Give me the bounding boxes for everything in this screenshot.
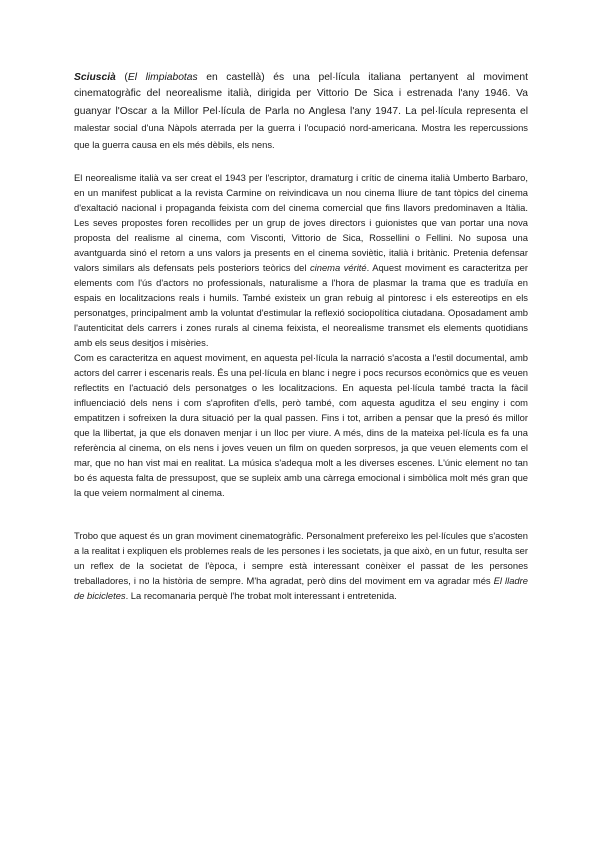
intro-paragraph (74, 70, 528, 154)
cinema-verite-term: cinema vérité (309, 262, 367, 274)
intro-text-3: malestar social d'una Nàpols aterrada per la guerra i l'ocupació nord-americana. Mostra les repercussions que la guerra causa en els més dèbils, els nens. (74, 121, 528, 151)
paragraph-spacer (74, 500, 528, 528)
neorealism-text-2: . Aquest moviment es caracteritza per elements com l'ús d'actors no professionals, naturalisme a l'hora de plasmar la trama que es traduïa en espais en localitzacions reals i humils. També existeix un gran rebuig al pintoresc i els estereotips en els personatges, principalment amb la voluntat d'estimular la reflexió sociopolítica ciutadana. Oposadament amb l'autenticitat dels carrers i zones rurals al cinema feixista, el neorealisme transmet els elements quotidians amb els seus desitjos i misèries. (74, 262, 528, 349)
film-title: Sciuscià (74, 72, 116, 83)
intro-text-1: ( (115, 72, 128, 83)
opinion-text-1: Trobo que aquest és un gran moviment cinematogràfic. Personalment prefereixo les pel·lícules que s'acosten a la realitat i expliquen els problemes reals de les persones i les societats, ja que això, en un futur, resulta ser un reflex de la societat de l'època, i sempre està interessant conèixer el passat de les persones treballadores, i no la història de sempre. M'ha agradat, però dins del moviment em va agradar més (74, 530, 528, 587)
neorealism-paragraph (74, 170, 528, 350)
neorealism-text-1: El neorealisme italià va ser creat el 1943 per l'escriptor, dramaturg i crític de cinema italià Umberto Barbaro, en un manifest publicat a la revista Carmine on reivindicava un nou cinema lliure de tant tòpics del cinema d'exaltació nacional i propaganda feixista com del cinema comercial que fins llavors predominaven a Itàlia. Les seves propostes foren recollides per un grup de joves directors i guionistes que van portar una nova proposta del realisme al cinema, com Visconti, Vittorio de Sica, Rossellini o Fellini. No suposa una avantguarda sinó el retorn a uns valors ja presents en el cinema soviètic, italià i britànic. Pretenia defensar valors similars als defensats pels posteriors teòrics del (74, 172, 528, 274)
opinion-text-2: . La recomanaria perquè l'he trobat molt interessant i entretenida. (125, 590, 397, 602)
bicycle-thieves-title: El lladre de bicicletes (74, 575, 528, 602)
paragraph-spacer (74, 154, 528, 170)
intro-text-2: en castellà) és una pel·lícula italiana pertanyent al moviment cinematogràfic del neorealisme italià, dirigida per Vittorio De Sica i estrenada l'any 1946. Va guanyar l'Oscar a la Millor Pel·lícula de Parla no Anglesa l'any 1947. La pel·lícula representa el (74, 72, 528, 117)
film-title-spanish: El limpiabotas (127, 72, 198, 83)
opinion-paragraph (74, 528, 528, 603)
film-analysis-paragraph: Com es caracteritza en aquest moviment, en aquesta pel·lícula la narració s'acosta a l'estil documental, amb actors del carrer i escenaris reals. És una pel·lícula en blanc i negre i pocs recursos econòmics que es veuen reflectits en l'actuació dels personatges o les localitzacions. En aquesta pel·lícula també tracta la fàcil influenciació dels nens i com s'aprofiten d'ells, però també, com aquesta aguditza el seu enginy i com empatitzen i sofreixen la dura situació per la qual passen. Fins i tot, arriben a pensar que la presó és millor que la llibertat, ja que els donaven menjar i un lloc per viure. A més, dins de la mateixa pel·lícula es fa una referència al cinema, on els nens i joves veuen un film on queden sorpresos, ja que veuen elements com el mar, que no han vist mai en realitat. La música s'adequa molt a les diverses escenes. L'únic element no tan bo és aquesta falta de pressupost, que se supleix amb una càrrega emocional i simbòlica molt més gran que la que veiem normalment al cinema. (74, 352, 528, 499)
